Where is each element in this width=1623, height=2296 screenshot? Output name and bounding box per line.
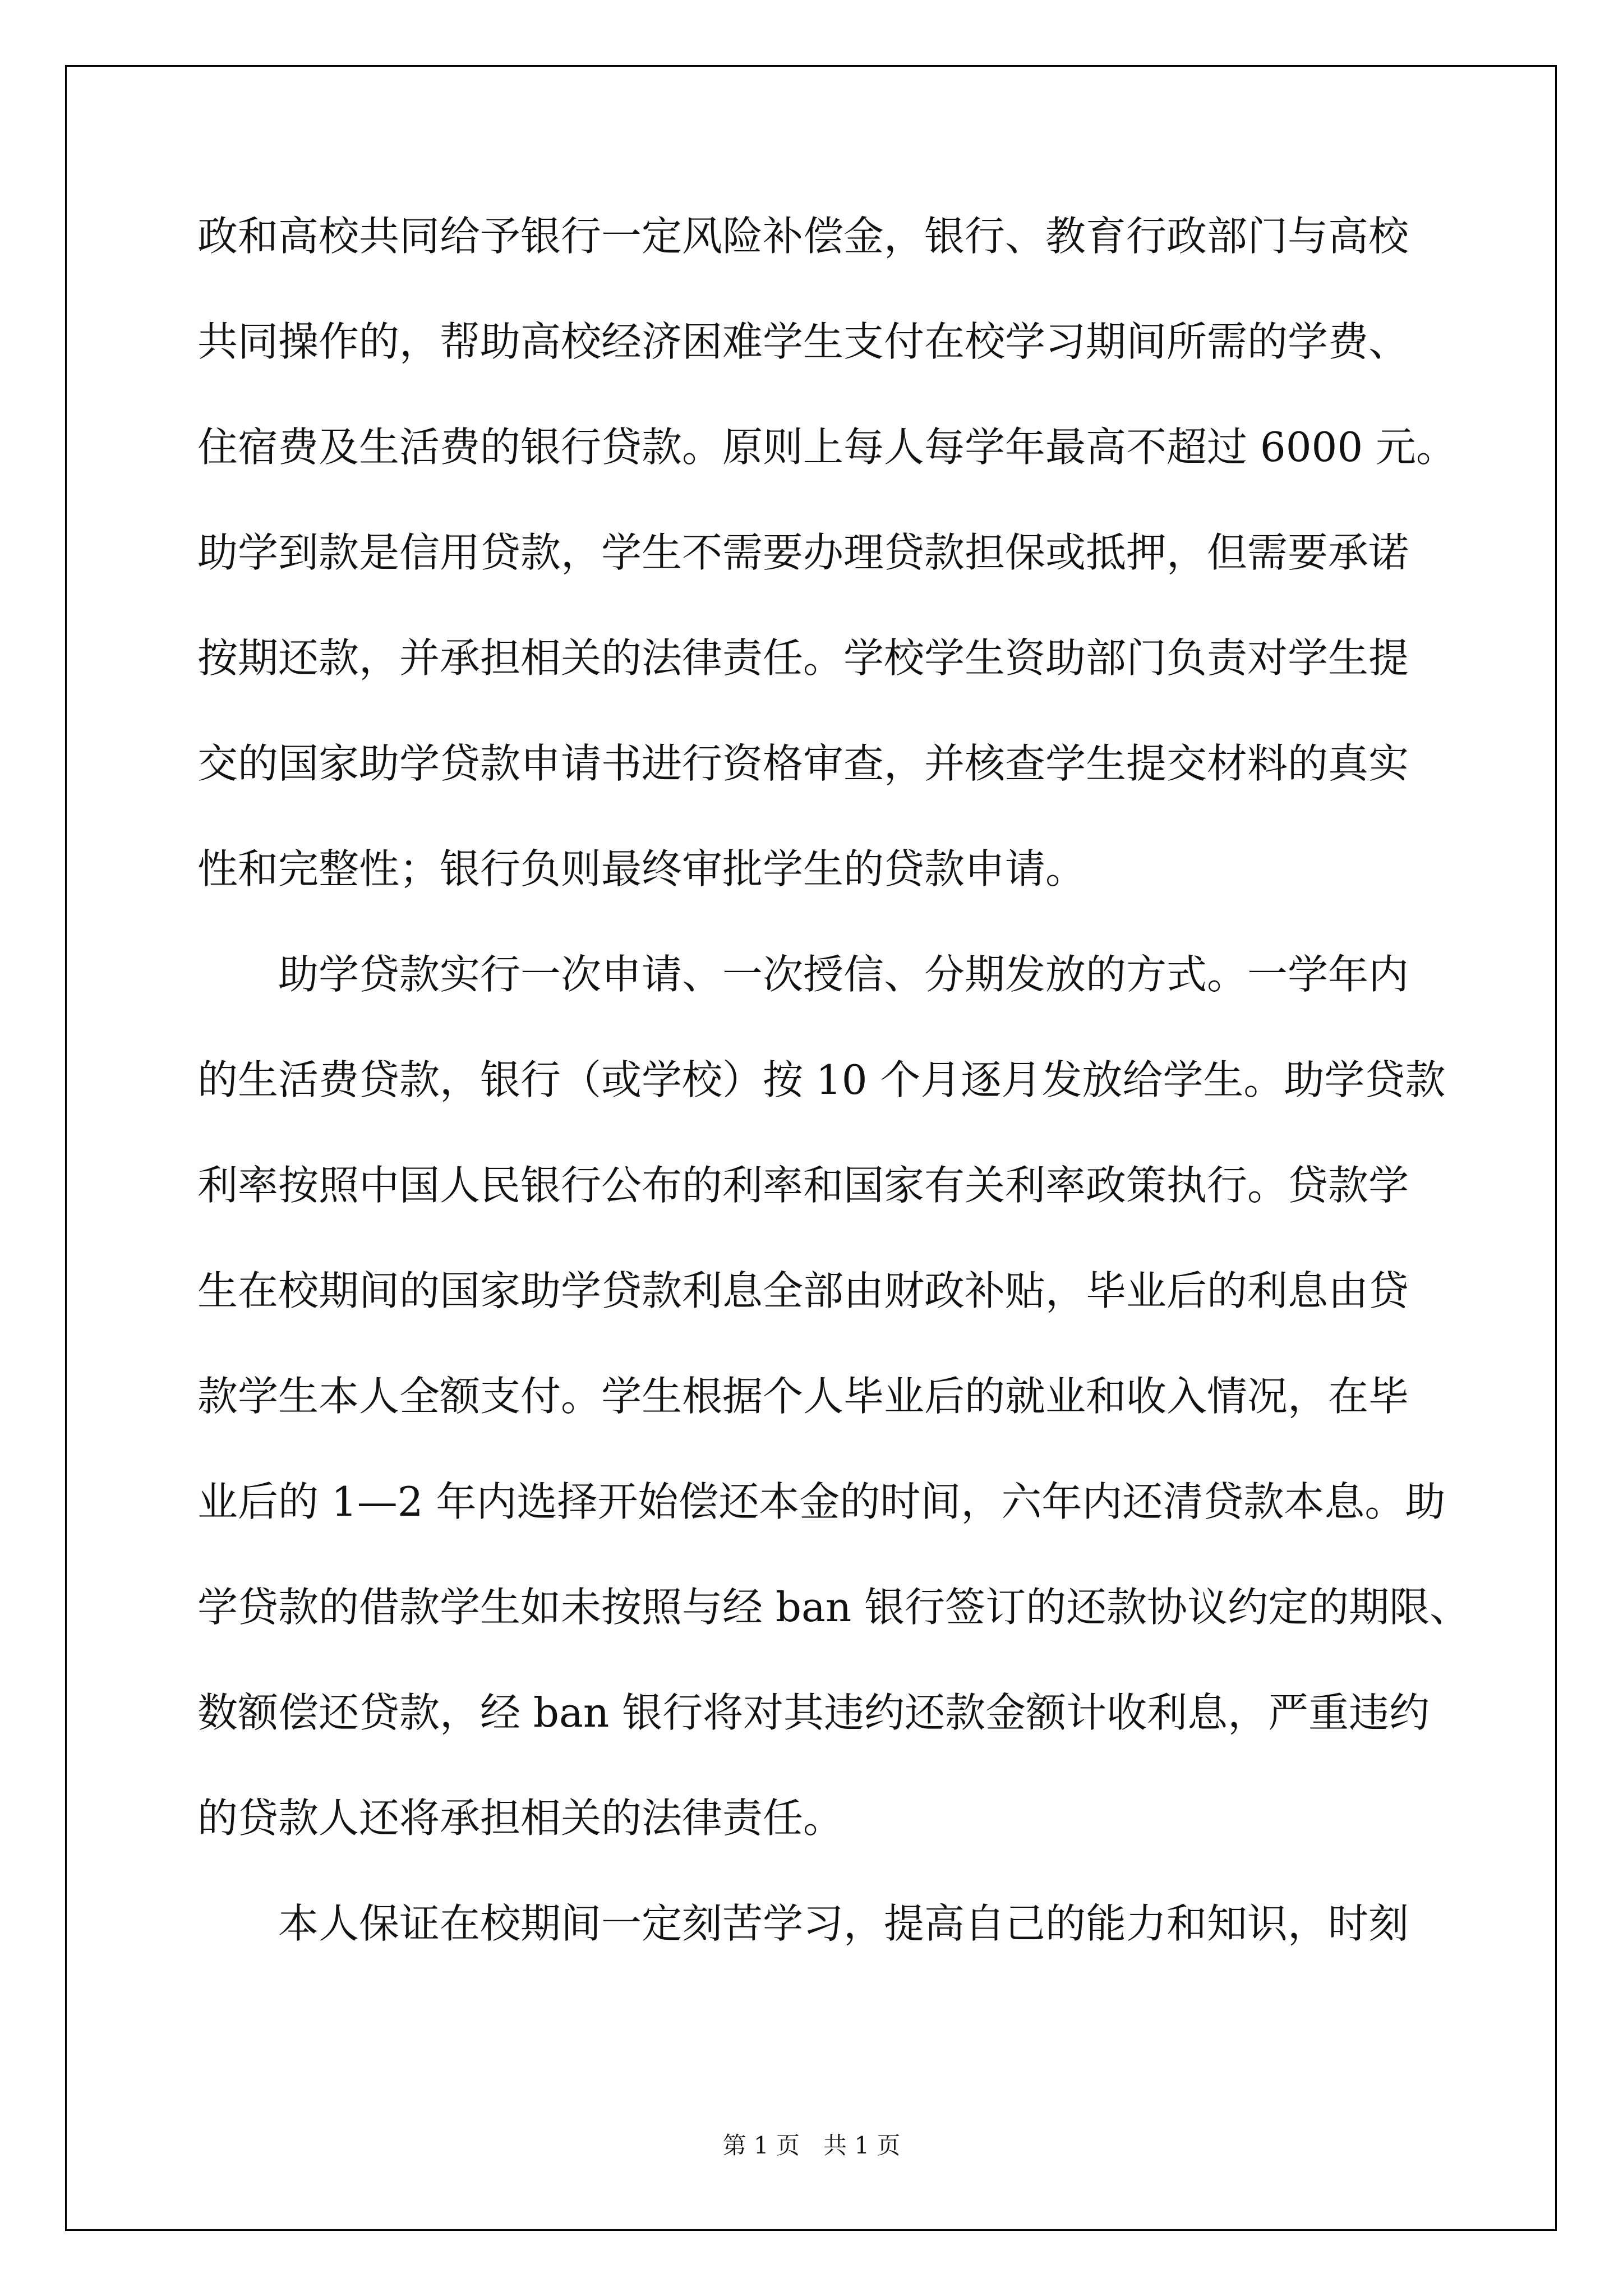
text-line: 业后的 1—2 年内选择开始偿还本金的时间，六年内还清贷款本息。助	[197, 1478, 1446, 1525]
paragraph-start-line: 本人保证在校期间一定刻苦学习，提高自己的能力和知识，时刻	[278, 1900, 1409, 1947]
text-line: 的贷款人还将承担相关的法律责任。	[197, 1795, 844, 1842]
text-line: 政和高校共同给予银行一定风险补偿金，银行、教育行政部门与高校	[197, 213, 1409, 260]
text-line: 助学到款是信用贷款，学生不需要办理贷款担保或抵押，但需要承诺	[197, 529, 1409, 576]
text-line: 数额偿还贷款，经 ban 银行将对其违约还款金额计收利息，严重违约	[197, 1689, 1430, 1736]
text-line: 学贷款的借款学生如未按照与经 ban 银行签订的还款协议约定的期限、	[197, 1584, 1470, 1631]
text-line: 利率按照中国人民银行公布的利率和国家有关利率政策执行。贷款学	[197, 1162, 1409, 1209]
text-line: 的生活费贷款，银行（或学校）按 10 个月逐月发放给学生。助学贷款	[197, 1056, 1446, 1103]
text-line: 共同操作的，帮助高校经济困难学生支付在校学习期间所需的学费、	[197, 318, 1409, 365]
page-footer: 第 1 页 共 1 页	[722, 2132, 901, 2159]
document-body	[197, 211, 1470, 2004]
text-line: 住宿费及生活费的银行贷款。原则上每人每学年最高不超过 6000 元。	[197, 424, 1457, 471]
paragraph-start-line: 助学贷款实行一次申请、一次授信、分期发放的方式。一学年内	[278, 951, 1409, 998]
text-line: 按期还款，并承担相关的法律责任。学校学生资助部门负责对学生提	[197, 634, 1409, 682]
text-line: 生在校期间的国家助学贷款利息全部由财政补贴，毕业后的利息由贷	[197, 1267, 1409, 1314]
text-line: 交的国家助学贷款申请书进行资格审查，并核查学生提交材料的真实	[197, 740, 1409, 787]
text-line: 款学生本人全额支付。学生根据个人毕业后的就业和收入情况，在毕	[197, 1373, 1409, 1420]
text-line: 性和完整性；银行负则最终审批学生的贷款申请。	[197, 845, 1086, 892]
